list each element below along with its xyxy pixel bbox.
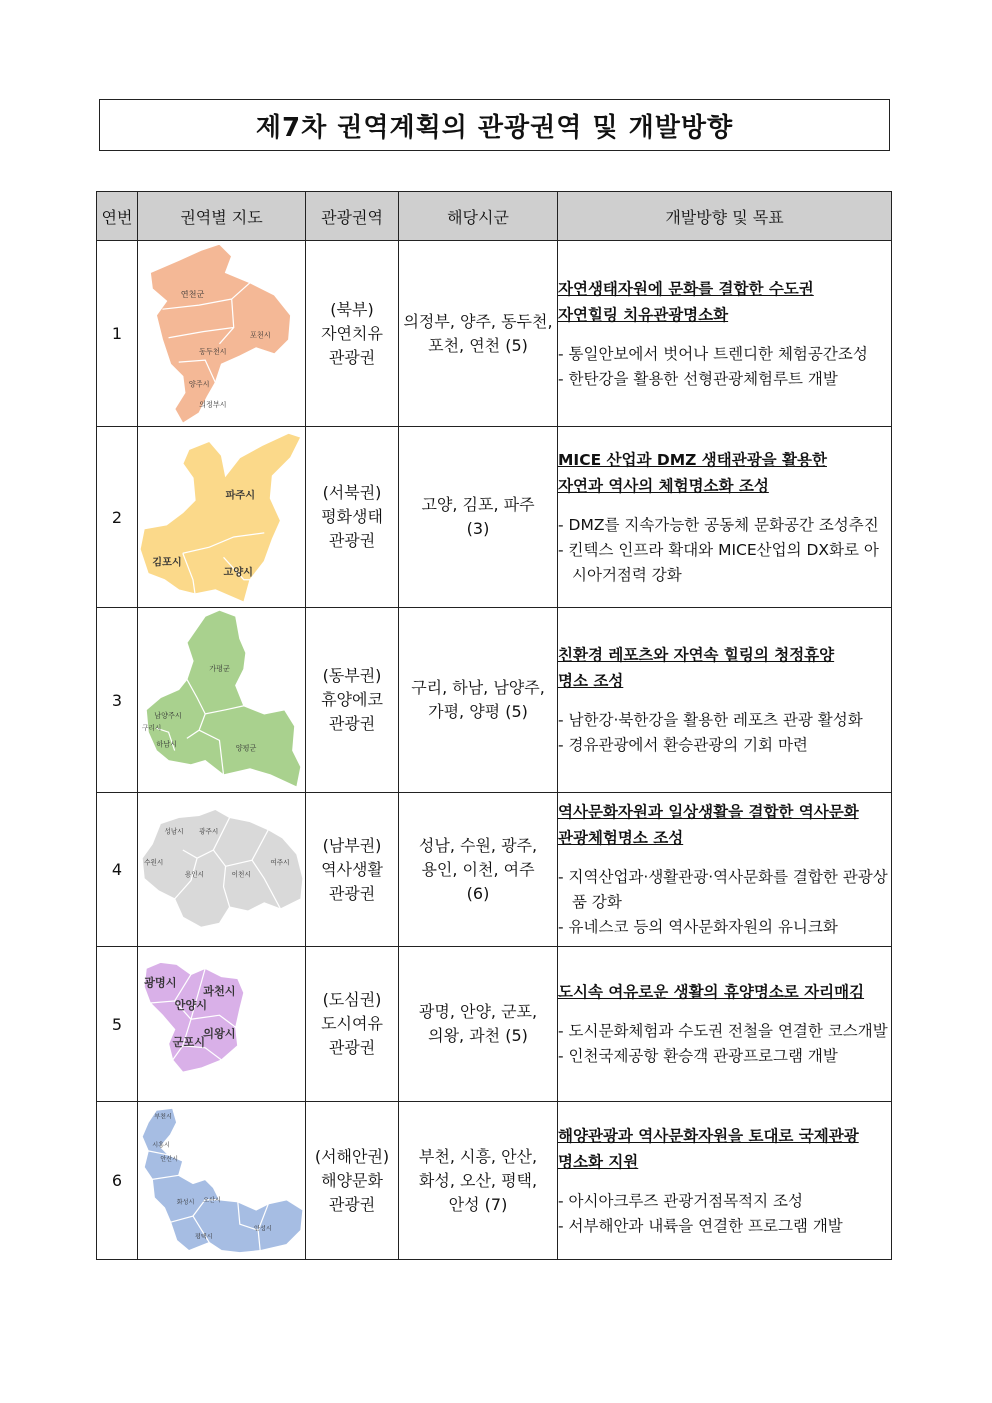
goal-title-line: 관광체험명소 조성: [558, 829, 684, 847]
map-label: 고양시: [223, 568, 254, 580]
list-item: - 킨텍스 인프라 확대와 MICE산업의 DX화로 아시아거점력 강화: [558, 538, 891, 588]
map-label: 양평군: [235, 743, 257, 753]
cities-line: 구리, 하남, 남양주,: [411, 678, 545, 697]
row-number: 5: [97, 947, 138, 1102]
goal-title: [558, 447, 891, 499]
map-label: 파주시: [225, 490, 256, 502]
cities-line: 의왕, 과천 (5): [428, 1026, 528, 1045]
region-line: 관광권: [328, 347, 376, 367]
goal-cell: [558, 1102, 892, 1260]
map-label: 연천군: [180, 288, 205, 299]
table-header-row: [97, 192, 892, 241]
goal-cell: [558, 427, 892, 608]
goal-cell: [558, 947, 892, 1102]
cities-line: 부천, 시흥, 안산,: [418, 1146, 538, 1166]
region-line: 관광권: [328, 714, 376, 733]
north-region-map: [138, 242, 305, 425]
header-map: 권역별 지도: [138, 192, 306, 241]
row-number: 3: [97, 608, 138, 793]
list-item: - 한탄강을 활용한 선형관광체험루트 개발: [558, 367, 891, 392]
cities-line: 화성, 오산, 평택,: [418, 1170, 538, 1190]
map-label: 안산시: [160, 1156, 179, 1164]
cities-line: 광명, 안양, 군포,: [418, 1002, 538, 1021]
goal-title-line: 자연생태자원에 문화를 결합한 수도권: [558, 279, 814, 298]
goal-items: [558, 708, 891, 758]
northwest-region-map: [138, 427, 305, 606]
goal-cell: [558, 793, 892, 947]
list-item: - 도시문화체험과 수도권 전철을 연결한 코스개발: [558, 1019, 891, 1044]
region-line: 관광권: [328, 531, 376, 550]
list-item: - 서부해안과 내륙을 연결한 프로그램 개발: [558, 1214, 891, 1239]
cities-line: 안성 (7): [448, 1194, 508, 1214]
region-line: 도시여유: [321, 1014, 383, 1033]
region-map: [138, 947, 306, 1102]
list-item: - 유네스코 등의 역사문화자원의 유니크화: [558, 915, 891, 940]
cities-line: (6): [466, 883, 490, 903]
region-line: (서해안권): [314, 1146, 390, 1166]
region-map: [138, 241, 306, 427]
map-label: 동두천시: [199, 346, 227, 356]
list-item: - 인천국제공항 환승객 관광프로그램 개발: [558, 1044, 891, 1069]
table-row: [97, 947, 892, 1102]
cities-cell: [399, 608, 558, 793]
header-cities: 해당시군: [399, 192, 558, 241]
map-label: 용인시: [184, 870, 204, 879]
goal-cell: [558, 241, 892, 427]
row-number: 1: [97, 241, 138, 427]
region-line: (서북권): [322, 483, 382, 502]
list-item: - 지역산업과·생활관광·역사문화를 결합한 관광상품 강화: [558, 865, 891, 915]
region-map: [138, 427, 306, 608]
cities-line: 가평, 양평 (5): [428, 702, 528, 721]
goal-items: [558, 1019, 891, 1069]
map-label: 가평군: [209, 664, 230, 674]
south-region-map: [138, 793, 305, 946]
header-goal: 개발방향 및 목표: [558, 192, 892, 241]
region-line: 역사생활: [321, 859, 383, 879]
westcoast-region-map: [138, 1102, 305, 1259]
goal-title-line: MICE 산업과 DMZ 생태관광을 활용한: [558, 450, 827, 469]
list-item: - 남한강·북한강을 활용한 레포츠 관광 활성화: [558, 708, 891, 733]
region-name: [306, 947, 399, 1102]
urban-region-map: [138, 948, 305, 1101]
table-row: [97, 608, 892, 793]
map-label: 오산시: [203, 1196, 221, 1204]
row-number: 2: [97, 427, 138, 608]
region-line: (북부): [330, 299, 374, 319]
region-line: 관광권: [328, 1194, 376, 1214]
goal-title-line: 역사문화자원과 일상생활을 결합한 역사문화: [558, 803, 859, 821]
goal-items: [558, 342, 891, 392]
list-item: - 경유관광에서 환승관광의 기회 마련: [558, 733, 891, 758]
goal-title-line: 도시속 여유로운 생활의 휴양명소로 자리매김: [558, 983, 865, 1001]
map-label: 성남시: [164, 827, 184, 836]
goal-title-line: 해양관광과 역사문화자원을 토대로 국제관광: [558, 1126, 859, 1145]
goal-title-line: 친환경 레포츠와 자연속 힐링의 청정휴양: [558, 646, 835, 664]
region-name: [306, 608, 399, 793]
map-label: 의왕시: [203, 1027, 236, 1041]
map-label: 화성시: [176, 1198, 195, 1206]
cities-cell: [399, 241, 558, 427]
cities-cell: [399, 427, 558, 608]
map-label: 수원시: [144, 858, 164, 867]
cities-line: 의정부, 양주, 동두천,: [403, 311, 553, 331]
map-label: 포천시: [250, 330, 271, 340]
map-label: 구리시: [142, 724, 162, 733]
region-line: 자연치유: [321, 323, 383, 343]
map-label: 시흥시: [152, 1141, 170, 1149]
goal-title: [558, 1123, 891, 1175]
region-line: 평화생태: [321, 507, 383, 526]
region-line: 관광권: [328, 1038, 376, 1057]
row-number: 4: [97, 793, 138, 947]
row-number: 6: [97, 1102, 138, 1260]
region-line: (남부권): [322, 835, 382, 855]
map-label: 김포시: [152, 557, 182, 569]
table-row: [97, 1102, 892, 1260]
region-name: [306, 1102, 399, 1260]
region-line: (동부권): [322, 666, 382, 685]
region-name: [306, 241, 399, 427]
map-label: 남양주시: [154, 711, 182, 721]
goal-items: [558, 1189, 891, 1239]
map-label: 안성시: [254, 1225, 272, 1233]
cities-line: (3): [466, 519, 490, 538]
map-label: 과천시: [203, 984, 236, 998]
map-label: 광주시: [199, 827, 219, 836]
goal-items: [558, 865, 891, 940]
goal-title: [558, 979, 891, 1005]
region-line: 해양문화: [321, 1170, 383, 1190]
title-box: [99, 99, 890, 151]
map-label: 부천시: [154, 1113, 172, 1121]
map-label: 평택시: [195, 1233, 213, 1241]
table-row: [97, 241, 892, 427]
tourism-region-table: [96, 191, 892, 1260]
goal-title-line: 자연과 역사의 체험명소화 조성: [558, 476, 769, 495]
region-map: [138, 608, 306, 793]
table-row: [97, 427, 892, 608]
region-map: [138, 793, 306, 947]
map-label: 이천시: [231, 870, 251, 879]
region-line: (도심권): [322, 990, 382, 1009]
cities-line: 용인, 이천, 여주: [421, 859, 535, 879]
cities-line: 성남, 수원, 광주,: [418, 835, 538, 855]
goal-title: [558, 276, 891, 328]
goal-title-line: 명소 조성: [558, 672, 624, 690]
map-label: 하남시: [156, 739, 177, 749]
map-label: 군포시: [172, 1035, 206, 1049]
list-item: - 통일안보에서 벗어나 트렌디한 체험공간조성: [558, 342, 891, 367]
map-label: 양주시: [188, 379, 210, 389]
cities-cell: [399, 1102, 558, 1260]
region-map: [138, 1102, 306, 1260]
cities-cell: [399, 947, 558, 1102]
goal-title-line: 자연힐링 치유관광명소화: [558, 305, 729, 324]
goal-title: [558, 642, 891, 694]
header-num: 연번: [97, 192, 138, 241]
goal-items: [558, 513, 891, 588]
goal-title: [558, 799, 891, 851]
cities-line: 포천, 연천 (5): [428, 335, 528, 355]
page-title: 제7차 권역계획의 관광권역 및 개발방향: [255, 112, 734, 143]
map-label: 안양시: [174, 998, 208, 1012]
goal-title-line: 명소화 지원: [558, 1152, 639, 1171]
list-item: - 아시아크루즈 관광거점목적지 조성: [558, 1189, 891, 1214]
cities-cell: [399, 793, 558, 947]
region-line: 휴양에코: [321, 690, 383, 709]
list-item: - DMZ를 지속가능한 공동체 문화공간 조성추진: [558, 513, 891, 538]
region-name: [306, 793, 399, 947]
region-line: 관광권: [328, 883, 376, 903]
goal-cell: [558, 608, 892, 793]
region-name: [306, 427, 399, 608]
cities-line: 고양, 김포, 파주: [421, 495, 535, 514]
east-region-map: [138, 608, 305, 791]
table-row: [97, 793, 892, 947]
map-label: 여주시: [270, 858, 290, 867]
map-label: 광명시: [144, 976, 177, 990]
header-region: 관광권역: [306, 192, 399, 241]
map-label: 의정부시: [199, 399, 227, 409]
